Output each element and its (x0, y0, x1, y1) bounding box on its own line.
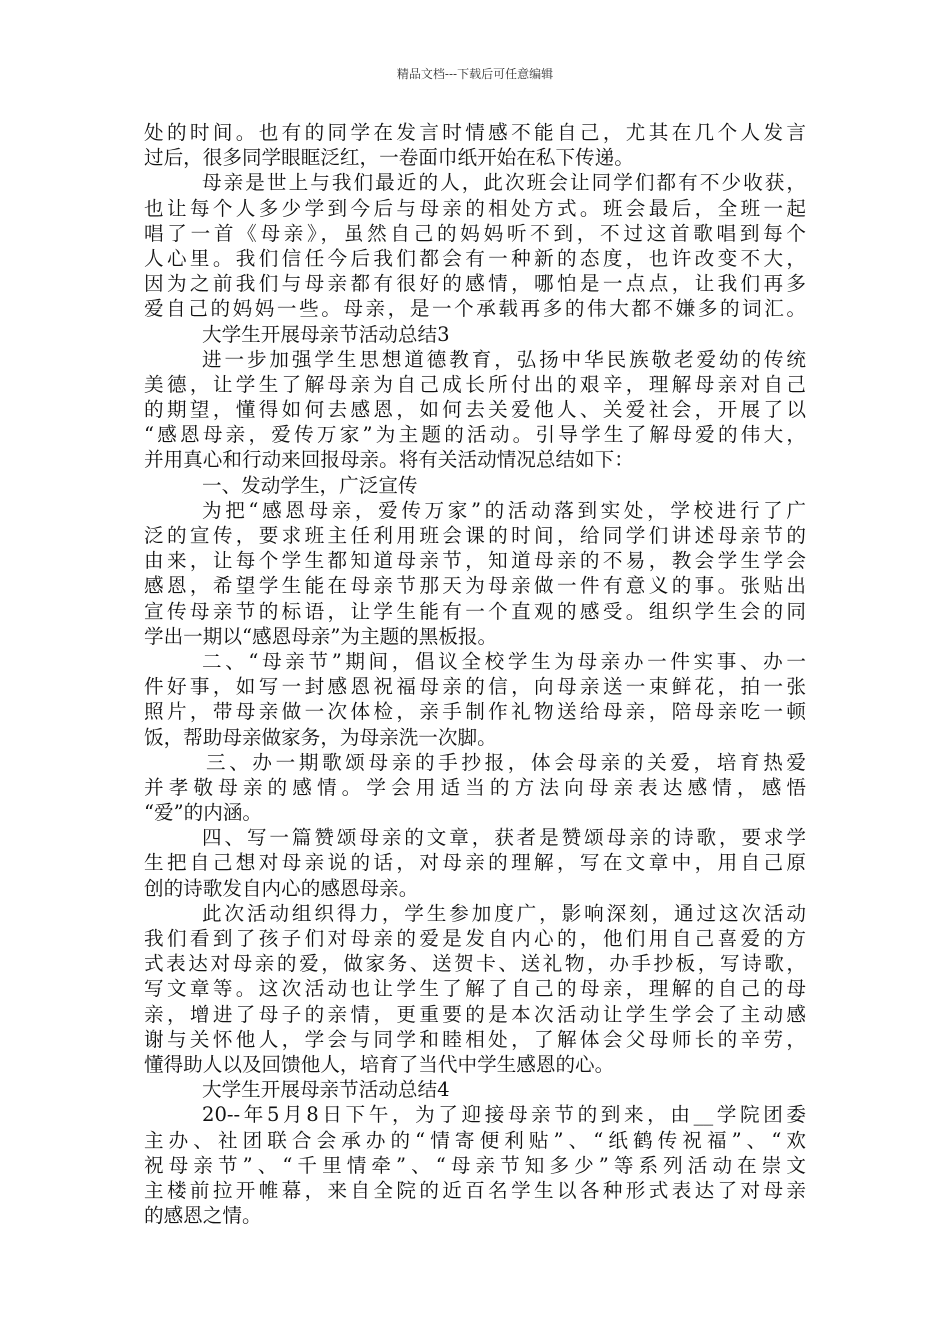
page-header: 精品文档---下载后可任意编辑 (396, 67, 554, 81)
text-line: 的感恩之情。 (144, 1204, 262, 1228)
text-line: 写文章等。这次活动也让学生了解了自己的母亲，理解的自己的母 (144, 977, 806, 1001)
text-line: 件好事，如写一封感恩祝福母亲的信，向母亲送一束鲜花，拍一张 (144, 675, 806, 699)
text-line: 并孝敬母亲的感情。学会用适当的方法向母亲表达感情，感悟 (144, 775, 806, 799)
text-line: 为把“感恩母亲，爱传万家”的活动落到实处，学校进行了广 (202, 498, 806, 522)
text-line: 大学生开展母亲节活动总结4 (202, 1078, 450, 1102)
text-line: 创的诗歌发自内心的感恩母亲。 (144, 876, 419, 900)
text-line: 此次活动组织得力，学生参加度广，影响深刻，通过这次活动 (202, 901, 806, 925)
text-line: 母亲是世上与我们最近的人，此次班会让同学们都有不少收获， (202, 171, 806, 195)
text-line: 美德，让学生了解母亲为自己成长所付出的艰辛，理解母亲对自己 (144, 372, 806, 396)
text-line: 式表达对母亲的爱，做家务、送贺卡、送礼物，办手抄板，写诗歌， (144, 952, 806, 976)
text-line: “感恩母亲，爱传万家”为主题的活动。引导学生了解母爱的伟大， (144, 423, 806, 447)
text-line: 一、发动学生，广泛宣传 (202, 473, 418, 497)
text-line: 因为之前我们与母亲都有很好的感情，哪怕是一点点，让我们再多 (144, 272, 806, 296)
text-line: 过后，很多同学眼眶泛红，一卷面巾纸开始在私下传递。 (144, 146, 634, 170)
text-line: 爱自己的妈妈一些。母亲，是一个承载再多的伟大都不嫌多的词汇。 (144, 297, 806, 321)
text-line: 祝母亲节”、“千里情牵”、“母亲节知多少”等系列活动在崇文 (144, 1153, 806, 1177)
text-line: 的期望，懂得如何去感恩，如何去关爱他人、关爱社会，开展了以 (144, 398, 806, 422)
text-line: 主楼前拉开帷幕，来自全院的近百名学生以各种形式表达了对母亲 (144, 1178, 806, 1202)
text-line: 也让每个人多少学到今后与母亲的相处方式。班会最后，全班一起 (144, 196, 806, 220)
text-line: 谢与关怀他人，学会与同学和睦相处，了解体会父母师长的辛劳， (144, 1027, 806, 1051)
text-line: 学出一期以“感恩母亲”为主题的黑板报。 (144, 624, 498, 648)
text-line: 由来，让每个学生都知道母亲节，知道母亲的不易，教会学生学会 (144, 549, 806, 573)
text-line: 亲，增进了母子的亲情，更重要的是本次活动让学生学会了主动感 (144, 1002, 806, 1026)
text-line: 四、写一篇赞颂母亲的文章，获者是赞颂母亲的诗歌，要求学 (202, 826, 806, 850)
text-line: 宣传母亲节的标语，让学生能有一个直观的感受。组织学生会的同 (144, 599, 806, 623)
text-line: 主办、社团联合会承办的“情寄便利贴”、“纸鹤传祝福”、“欢 (144, 1128, 806, 1152)
text-line: 人心里。我们信任今后我们都会有一种新的态度，也许改变不大， (144, 246, 806, 270)
text-line: 二、“母亲节”期间，倡议全校学生为母亲办一件实事、办一 (202, 649, 806, 673)
text-line: 我们看到了孩子们对母亲的爱是发自内心的，他们用自己喜爱的方 (144, 927, 806, 950)
text-line: 进一步加强学生思想道德教育，弘扬中华民族敬老爱幼的传统 (202, 347, 806, 371)
text-line: 并用真心和行动来回报母亲。将有关活动情况总结如下： (144, 448, 634, 472)
text-line: 照片，带母亲做一次体检，亲手制作礼物送给母亲，陪母亲吃一顿 (144, 700, 806, 724)
document-body (144, 120, 806, 1228)
text-line: 感恩，希望学生能在母亲节那天为母亲做一件有意义的事。张贴出 (144, 574, 806, 598)
text-line: 懂得助人以及回馈他人，培育了当代中学生感恩的心。 (144, 1052, 615, 1076)
text-line: 20--年5月8日下午，为了迎接母亲节的到来，由__学院团委 (202, 1103, 806, 1127)
text-line: “爱”的内涵。 (144, 801, 263, 825)
text-line: 三、办一期歌颂母亲的手抄报，体会母亲的关爱，培育热爱 (206, 750, 806, 774)
text-line: 唱了一首《母亲》，虽然自己的妈妈听不到，不过这首歌唱到每个 (144, 221, 806, 245)
text-line: 生把自己想对母亲说的话，对母亲的理解，写在文章中，用自己原 (144, 851, 806, 875)
text-line: 处的时间。也有的同学在发言时情感不能自己，尤其在几个人发言 (144, 121, 806, 144)
text-line: 饭，帮助母亲做家务，为母亲洗一次脚。 (144, 725, 497, 749)
text-line: 泛的宣传，要求班主任利用班会课的时间，给同学们讲述母亲节的 (144, 524, 806, 547)
text-line: 大学生开展母亲节活动总结3 (202, 322, 450, 346)
